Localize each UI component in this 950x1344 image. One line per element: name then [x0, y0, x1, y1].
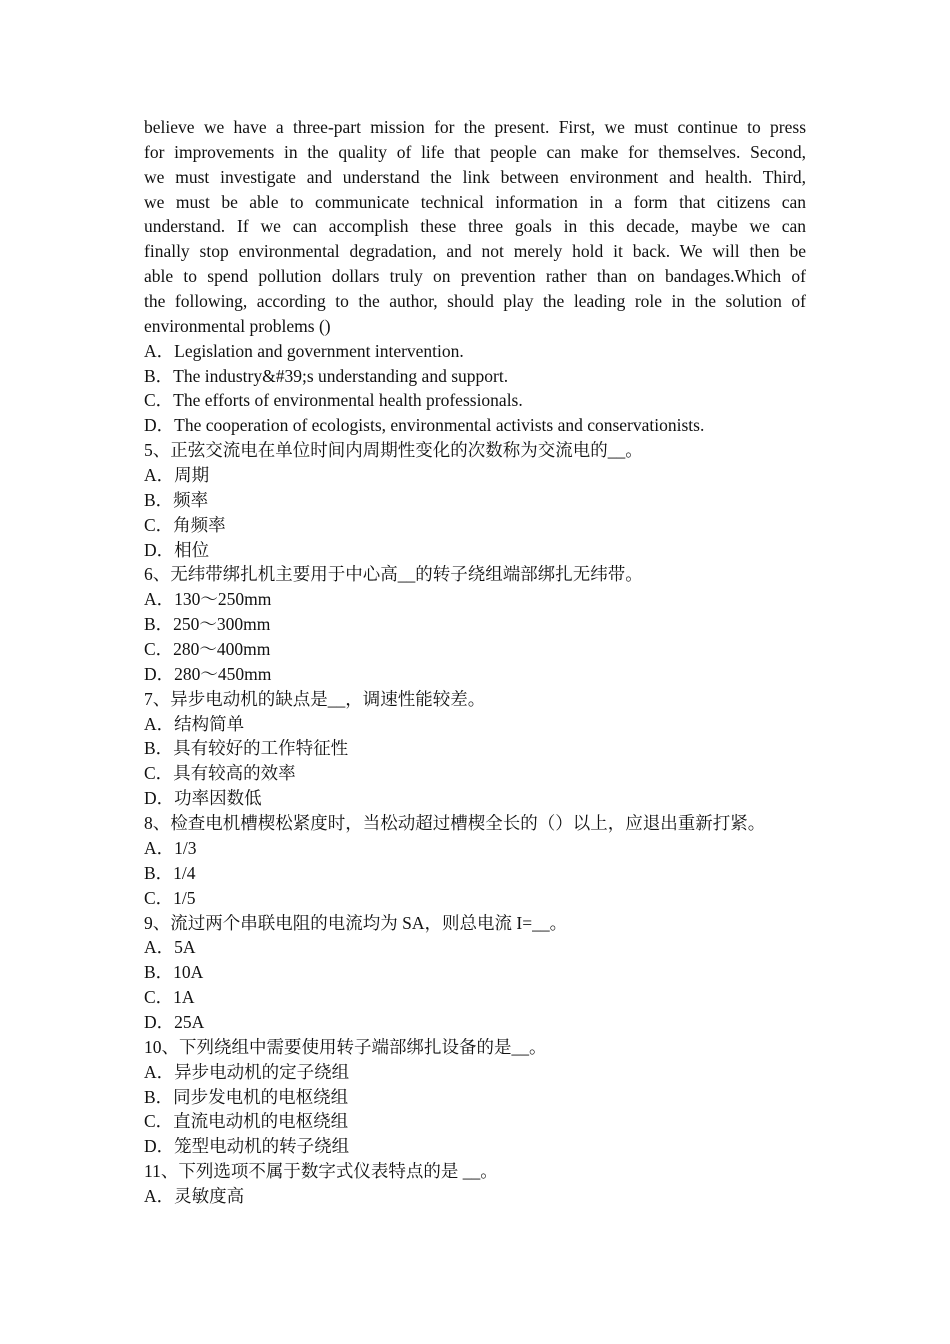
answer-option: A．Legislation and government intervention.: [144, 340, 464, 361]
passage-line: we must be able to communicate technical information in a form that citizens can: [144, 191, 806, 212]
question-stem: 10、下列绕组中需要使用转子端部绑扎设备的是__。: [144, 1036, 547, 1057]
passage-line: finally stop environmental degradation, and not merely hold it back. We will then be: [144, 241, 806, 262]
passage-line: we must investigate and understand the link between environment and health. Third,: [144, 166, 806, 187]
question-block: [144, 911, 806, 1035]
answer-option: D．25A: [144, 1011, 205, 1032]
question-stem: 7、异步电动机的缺点是__，调速性能较差。: [144, 688, 486, 709]
document-page: [144, 115, 806, 1209]
passage-line: environmental problems (): [144, 315, 331, 336]
question-block: [144, 562, 806, 686]
question-stem: 8、检查电机槽楔松紧度时，当松动超过槽楔全长的（）以上，应退出重新打紧。: [144, 813, 766, 834]
question-stem: 5、正弦交流电在单位时间内周期性变化的次数称为交流电的__。: [144, 440, 643, 461]
answer-option: B．频率: [144, 489, 209, 510]
question-block: [144, 811, 806, 910]
question-stem: 11、下列选项不属于数字式仪表特点的是 __。: [144, 1161, 498, 1182]
answer-option: D．功率因数低: [144, 788, 262, 809]
answer-option: B．同步发电机的电枢绕组: [144, 1086, 349, 1107]
passage-line: the following, according to the author, should play the leading role in the solution of: [144, 291, 806, 312]
answer-option: A．异步电动机的定子绕组: [144, 1061, 350, 1082]
answer-option: B．1/4: [144, 862, 196, 883]
question-block: [144, 438, 806, 562]
question-block: [144, 687, 806, 811]
answer-option: B．具有较好的工作特征性: [144, 738, 349, 759]
answer-option: C．1A: [144, 987, 195, 1008]
answer-option: C．1/5: [144, 887, 196, 908]
answer-option: A．灵敏度高: [144, 1185, 245, 1206]
passage-line: able to spend pollution dollars truly on prevention rather than on bandages.Which of: [144, 266, 806, 287]
passage: [144, 115, 806, 438]
question-stem: 9、流过两个串联电阻的电流均为 SA，则总电流 I=__。: [144, 912, 568, 933]
answer-option: A．1/3: [144, 837, 197, 858]
answer-option: C．具有较高的效率: [144, 763, 296, 784]
answer-option: C．直流电动机的电枢绕组: [144, 1111, 349, 1132]
answer-option: A．结构简单: [144, 713, 245, 734]
answer-option: B．The industry&#39;s understanding and support.: [144, 365, 509, 386]
question-block: [144, 1159, 806, 1209]
passage-line: for improvements in the quality of life that people can make for themselves. Second,: [144, 141, 806, 162]
answer-option: A．130～250mm: [144, 589, 272, 610]
answer-option: D．相位: [144, 539, 210, 560]
answer-option: D．笼型电动机的转子绕组: [144, 1136, 350, 1157]
answer-option: A．周期: [144, 465, 210, 486]
passage-line: understand. If we can accomplish these three goals in this decade, maybe we can: [144, 216, 806, 237]
answer-option: D．The cooperation of ecologists, environmental activists and conservationists.: [144, 415, 705, 436]
passage-line: believe we have a three-part mission for the present. First, we must continue to press: [144, 117, 806, 137]
question-block: [144, 1035, 806, 1159]
answer-option: C．角频率: [144, 514, 226, 535]
answer-option: C．280～400mm: [144, 639, 271, 660]
answer-option: D．280～450mm: [144, 663, 272, 684]
answer-option: B．10A: [144, 962, 204, 983]
question-list: [144, 438, 806, 1209]
answer-option: C．The efforts of environmental health professionals.: [144, 390, 523, 411]
question-stem: 6、无纬带绑扎机主要用于中心高__的转子绕组端部绑扎无纬带。: [144, 564, 643, 585]
answer-option: B．250～300mm: [144, 614, 271, 635]
answer-option: A．5A: [144, 937, 196, 958]
